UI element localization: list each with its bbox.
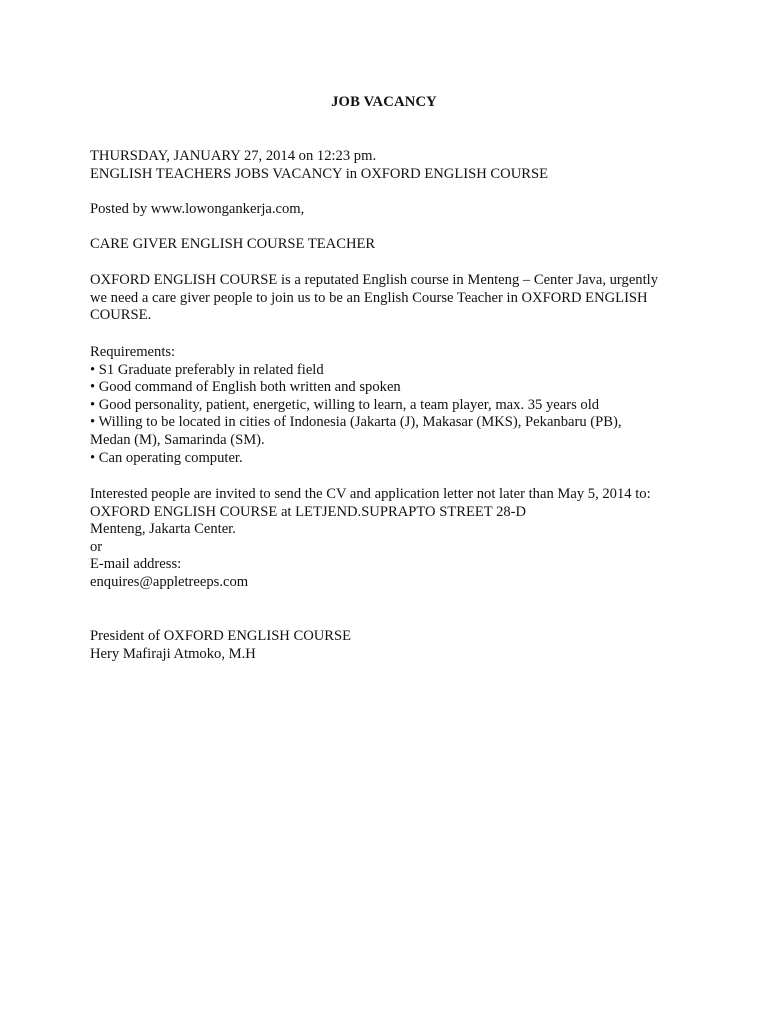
requirement-item: • Good personality, patient, energetic, willing to learn, a team player, max. 35 years old [90, 396, 600, 413]
office-city: Menteng, Jakarta Center. [90, 521, 236, 538]
requirements-section [90, 344, 690, 467]
position-block [90, 236, 690, 254]
signatory-role: President of OXFORD ENGLISH COURSE [90, 628, 352, 644]
contact-section [90, 486, 690, 592]
intro-paragraph [90, 272, 690, 325]
position-title: CARE GIVER ENGLISH COURSE TEACHER [90, 236, 376, 252]
requirement-item: • S1 Graduate preferably in related field [90, 361, 324, 378]
intro-line: we need a care giver people to join us to be an English Course Teacher in OXFORD ENGLISH [90, 289, 648, 306]
email-address: enquires@appletreeps.com [90, 573, 249, 590]
email-label: E-mail address: [90, 556, 182, 573]
intro-line: OXFORD ENGLISH COURSE is a reputated English course in Menteng – Center Java, urgently [90, 272, 658, 288]
posting-date: THURSDAY, JANUARY 27, 2014 on 12:23 pm. [90, 148, 377, 164]
requirement-item: • Can operating computer. [90, 449, 243, 466]
requirement-item: • Good command of English both written and spoken [90, 379, 401, 396]
dateline-block [90, 148, 690, 183]
posted-by-block [90, 201, 690, 219]
posted-by: Posted by www.lowongankerja.com, [90, 201, 305, 217]
signatory-name: Hery Mafiraji Atmoko, M.H [90, 645, 256, 662]
signature-block [90, 628, 690, 663]
requirement-item-continued: Medan (M), Samarinda (SM). [90, 431, 265, 448]
requirements-heading: Requirements: [90, 344, 176, 360]
or-separator: or [90, 538, 103, 555]
intro-line: COURSE. [90, 307, 152, 324]
document-title: JOB VACANCY [331, 94, 437, 110]
requirement-item: • Willing to be located in cities of Indonesia (Jakarta (J), Makasar (MKS), Pekanbaru (PB), [90, 414, 622, 431]
office-address: OXFORD ENGLISH COURSE at LETJEND.SUPRAPTO STREET 28-D [90, 503, 527, 520]
application-instructions: Interested people are invited to send the CV and application letter not later than May 5, 2014 to: [90, 486, 651, 502]
vacancy-subject: ENGLISH TEACHERS JOBS VACANCY in OXFORD ENGLISH COURSE [90, 165, 549, 182]
